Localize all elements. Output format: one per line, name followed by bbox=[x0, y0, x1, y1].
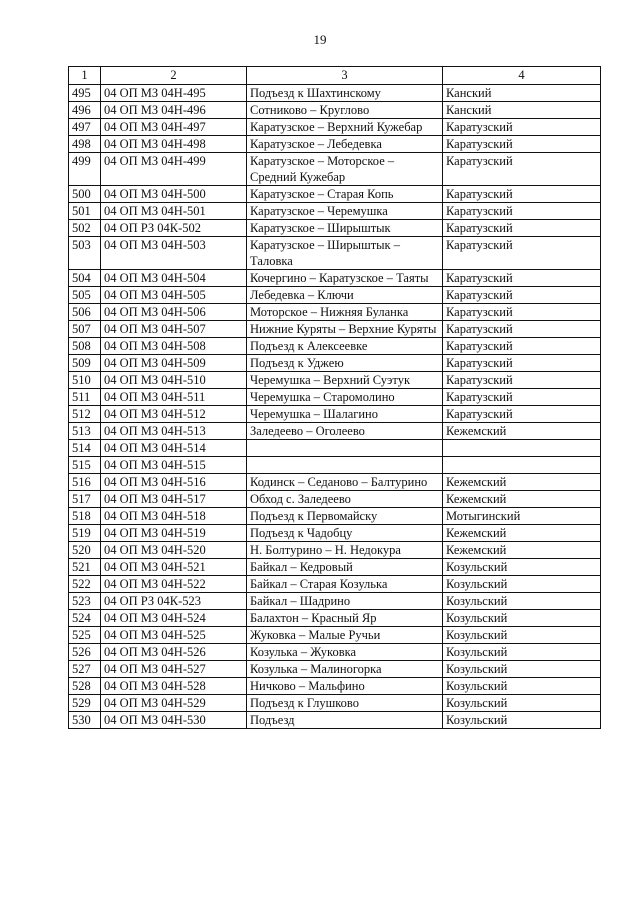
road-name-cell: Сотниково – Круглово bbox=[247, 102, 443, 119]
row-number-cell: 496 bbox=[69, 102, 101, 119]
district-cell: Кежемский bbox=[443, 542, 601, 559]
district-cell: Козульский bbox=[443, 712, 601, 729]
road-name-cell: Каратузское – Верхний Кужебар bbox=[247, 119, 443, 136]
road-name-cell: Байкал – Кедровый bbox=[247, 559, 443, 576]
road-name-cell: Байкал – Старая Козулька bbox=[247, 576, 443, 593]
road-name-cell: Черемушка – Старомолино bbox=[247, 389, 443, 406]
road-name-cell: Моторское – Нижняя Буланка bbox=[247, 304, 443, 321]
table-row bbox=[69, 457, 601, 474]
road-id-cell: 04 ОП МЗ 04Н-505 bbox=[101, 287, 247, 304]
district-cell: Каратузский bbox=[443, 136, 601, 153]
road-id-cell: 04 ОП МЗ 04Н-501 bbox=[101, 203, 247, 220]
table-row bbox=[69, 525, 601, 542]
road-name-cell: Заледеево – Оголеево bbox=[247, 423, 443, 440]
road-name-cell: Подъезд к Чадобцу bbox=[247, 525, 443, 542]
road-name-cell: Подъезд к Алексеевке bbox=[247, 338, 443, 355]
road-id-cell: 04 ОП МЗ 04Н-508 bbox=[101, 338, 247, 355]
road-name-cell: Кодинск – Седаново – Балтурино bbox=[247, 474, 443, 491]
row-number-cell: 510 bbox=[69, 372, 101, 389]
district-cell: Кежемский bbox=[443, 525, 601, 542]
table-row bbox=[69, 610, 601, 627]
road-name-cell bbox=[247, 457, 443, 474]
row-number-cell: 495 bbox=[69, 85, 101, 102]
row-number-cell: 530 bbox=[69, 712, 101, 729]
road-id-cell: 04 ОП МЗ 04Н-512 bbox=[101, 406, 247, 423]
row-number-cell: 524 bbox=[69, 610, 101, 627]
table-row bbox=[69, 136, 601, 153]
road-id-cell: 04 ОП МЗ 04Н-509 bbox=[101, 355, 247, 372]
road-id-cell: 04 ОП МЗ 04Н-518 bbox=[101, 508, 247, 525]
table-row bbox=[69, 440, 601, 457]
road-name-cell: Лебедевка – Ключи bbox=[247, 287, 443, 304]
road-id-cell: 04 ОП МЗ 04Н-499 bbox=[101, 153, 247, 186]
table-row bbox=[69, 389, 601, 406]
row-number-cell: 529 bbox=[69, 695, 101, 712]
table-row bbox=[69, 406, 601, 423]
district-cell: Канский bbox=[443, 85, 601, 102]
table-row bbox=[69, 338, 601, 355]
road-name-cell: Каратузское – Старая Копь bbox=[247, 186, 443, 203]
header-row bbox=[69, 67, 601, 85]
table-row bbox=[69, 220, 601, 237]
road-id-cell: 04 ОП МЗ 04Н-510 bbox=[101, 372, 247, 389]
row-number-cell: 509 bbox=[69, 355, 101, 372]
road-name-cell: Ничково – Мальфино bbox=[247, 678, 443, 695]
road-name-cell: Нижние Куряты – Верхние Куряты bbox=[247, 321, 443, 338]
road-id-cell: 04 ОП МЗ 04Н-497 bbox=[101, 119, 247, 136]
row-number-cell: 501 bbox=[69, 203, 101, 220]
district-cell: Каратузский bbox=[443, 287, 601, 304]
row-number-cell: 511 bbox=[69, 389, 101, 406]
table-row bbox=[69, 508, 601, 525]
district-cell bbox=[443, 457, 601, 474]
table-row bbox=[69, 186, 601, 203]
road-id-cell: 04 ОП МЗ 04Н-519 bbox=[101, 525, 247, 542]
road-id-cell: 04 ОП МЗ 04Н-507 bbox=[101, 321, 247, 338]
row-number-cell: 497 bbox=[69, 119, 101, 136]
district-cell: Кежемский bbox=[443, 491, 601, 508]
district-cell: Кежемский bbox=[443, 474, 601, 491]
district-cell: Козульский bbox=[443, 627, 601, 644]
table-row bbox=[69, 661, 601, 678]
row-number-cell: 525 bbox=[69, 627, 101, 644]
row-number-cell: 513 bbox=[69, 423, 101, 440]
road-name-cell: Черемушка – Шалагино bbox=[247, 406, 443, 423]
row-number-cell: 504 bbox=[69, 270, 101, 287]
table-row bbox=[69, 644, 601, 661]
district-cell: Козульский bbox=[443, 576, 601, 593]
road-name-cell: Подъезд к Глушково bbox=[247, 695, 443, 712]
row-number-cell: 520 bbox=[69, 542, 101, 559]
district-cell: Мотыгинский bbox=[443, 508, 601, 525]
district-cell: Козульский bbox=[443, 695, 601, 712]
row-number-cell: 516 bbox=[69, 474, 101, 491]
row-number-cell: 508 bbox=[69, 338, 101, 355]
table-row bbox=[69, 102, 601, 119]
table-row bbox=[69, 270, 601, 287]
table-row bbox=[69, 576, 601, 593]
district-cell: Канский bbox=[443, 102, 601, 119]
district-cell: Каратузский bbox=[443, 389, 601, 406]
road-name-cell: Подъезд bbox=[247, 712, 443, 729]
table-row bbox=[69, 119, 601, 136]
table-row bbox=[69, 85, 601, 102]
table-row bbox=[69, 153, 601, 186]
row-number-cell: 507 bbox=[69, 321, 101, 338]
road-id-cell: 04 ОП МЗ 04Н-527 bbox=[101, 661, 247, 678]
table-row bbox=[69, 474, 601, 491]
column-header-number: 1 bbox=[69, 67, 101, 85]
column-header-road-name: 3 bbox=[247, 67, 443, 85]
table-row bbox=[69, 237, 601, 270]
table-row bbox=[69, 372, 601, 389]
page-number: 19 bbox=[313, 32, 327, 47]
road-name-cell: Козулька – Малиногорка bbox=[247, 661, 443, 678]
road-name-cell: Каратузское – Черемушка bbox=[247, 203, 443, 220]
table-row bbox=[69, 695, 601, 712]
table-row bbox=[69, 627, 601, 644]
row-number-cell: 519 bbox=[69, 525, 101, 542]
road-id-cell: 04 ОП МЗ 04Н-517 bbox=[101, 491, 247, 508]
road-name-cell: Байкал – Шадрино bbox=[247, 593, 443, 610]
table-row bbox=[69, 559, 601, 576]
road-id-cell: 04 ОП МЗ 04Н-516 bbox=[101, 474, 247, 491]
district-cell: Каратузский bbox=[443, 372, 601, 389]
road-name-cell: Кочергино – Каратузское – Таяты bbox=[247, 270, 443, 287]
table-body bbox=[69, 85, 601, 729]
row-number-cell: 500 bbox=[69, 186, 101, 203]
district-cell: Каратузский bbox=[443, 153, 601, 186]
row-number-cell: 521 bbox=[69, 559, 101, 576]
district-cell: Козульский bbox=[443, 593, 601, 610]
table-row bbox=[69, 203, 601, 220]
table-row bbox=[69, 304, 601, 321]
table-header bbox=[69, 67, 601, 85]
road-id-cell: 04 ОП МЗ 04Н-525 bbox=[101, 627, 247, 644]
district-cell: Каратузский bbox=[443, 220, 601, 237]
road-id-cell: 04 ОП МЗ 04Н-521 bbox=[101, 559, 247, 576]
district-cell: Каратузский bbox=[443, 338, 601, 355]
road-name-cell: Подъезд к Первомайску bbox=[247, 508, 443, 525]
table-row bbox=[69, 593, 601, 610]
row-number-cell: 528 bbox=[69, 678, 101, 695]
table-row bbox=[69, 287, 601, 304]
road-id-cell: 04 ОП МЗ 04Н-524 bbox=[101, 610, 247, 627]
row-number-cell: 503 bbox=[69, 237, 101, 270]
row-number-cell: 506 bbox=[69, 304, 101, 321]
road-id-cell: 04 ОП РЗ 04К-523 bbox=[101, 593, 247, 610]
road-id-cell: 04 ОП МЗ 04Н-498 bbox=[101, 136, 247, 153]
district-cell: Козульский bbox=[443, 678, 601, 695]
road-id-cell: 04 ОП МЗ 04Н-513 bbox=[101, 423, 247, 440]
road-name-cell bbox=[247, 440, 443, 457]
district-cell: Козульский bbox=[443, 610, 601, 627]
district-cell: Козульский bbox=[443, 559, 601, 576]
district-cell: Каратузский bbox=[443, 270, 601, 287]
road-name-cell: Жуковка – Малые Ручьи bbox=[247, 627, 443, 644]
district-cell: Каратузский bbox=[443, 203, 601, 220]
row-number-cell: 517 bbox=[69, 491, 101, 508]
road-id-cell: 04 ОП МЗ 04Н-500 bbox=[101, 186, 247, 203]
road-id-cell: 04 ОП РЗ 04К-502 bbox=[101, 220, 247, 237]
road-name-cell: Каратузское – Ширыштык bbox=[247, 220, 443, 237]
road-id-cell: 04 ОП МЗ 04Н-504 bbox=[101, 270, 247, 287]
district-cell: Кежемский bbox=[443, 423, 601, 440]
district-cell: Каратузский bbox=[443, 406, 601, 423]
table-row bbox=[69, 321, 601, 338]
district-cell: Каратузский bbox=[443, 119, 601, 136]
table-row bbox=[69, 712, 601, 729]
row-number-cell: 499 bbox=[69, 153, 101, 186]
column-header-road-id: 2 bbox=[101, 67, 247, 85]
road-name-cell: Черемушка – Верхний Суэтук bbox=[247, 372, 443, 389]
road-name-cell: Обход с. Заледеево bbox=[247, 491, 443, 508]
road-id-cell: 04 ОП МЗ 04Н-495 bbox=[101, 85, 247, 102]
road-id-cell: 04 ОП МЗ 04Н-515 bbox=[101, 457, 247, 474]
row-number-cell: 512 bbox=[69, 406, 101, 423]
district-cell: Каратузский bbox=[443, 321, 601, 338]
column-header-district: 4 bbox=[443, 67, 601, 85]
district-cell: Каратузский bbox=[443, 355, 601, 372]
road-name-cell: Подъезд к Уджею bbox=[247, 355, 443, 372]
road-id-cell: 04 ОП МЗ 04Н-520 bbox=[101, 542, 247, 559]
district-cell: Каратузский bbox=[443, 237, 601, 270]
row-number-cell: 505 bbox=[69, 287, 101, 304]
road-name-cell: Козулька – Жуковка bbox=[247, 644, 443, 661]
road-id-cell: 04 ОП МЗ 04Н-506 bbox=[101, 304, 247, 321]
road-id-cell: 04 ОП МЗ 04Н-503 bbox=[101, 237, 247, 270]
road-name-cell: Н. Болтурино – Н. Недокура bbox=[247, 542, 443, 559]
row-number-cell: 498 bbox=[69, 136, 101, 153]
table-row bbox=[69, 542, 601, 559]
road-id-cell: 04 ОП МЗ 04Н-514 bbox=[101, 440, 247, 457]
road-name-cell: Каратузское – Моторское – Средний Кужебар bbox=[247, 153, 443, 186]
row-number-cell: 514 bbox=[69, 440, 101, 457]
table-row bbox=[69, 355, 601, 372]
road-id-cell: 04 ОП МЗ 04Н-526 bbox=[101, 644, 247, 661]
table-row bbox=[69, 423, 601, 440]
road-name-cell: Подъезд к Шахтинскому bbox=[247, 85, 443, 102]
road-id-cell: 04 ОП МЗ 04Н-496 bbox=[101, 102, 247, 119]
row-number-cell: 526 bbox=[69, 644, 101, 661]
row-number-cell: 518 bbox=[69, 508, 101, 525]
roads-table bbox=[68, 66, 601, 729]
road-name-cell: Балахтон – Красный Яр bbox=[247, 610, 443, 627]
road-id-cell: 04 ОП МЗ 04Н-530 bbox=[101, 712, 247, 729]
road-id-cell: 04 ОП МЗ 04Н-522 bbox=[101, 576, 247, 593]
table-row bbox=[69, 678, 601, 695]
row-number-cell: 523 bbox=[69, 593, 101, 610]
road-id-cell: 04 ОП МЗ 04Н-529 bbox=[101, 695, 247, 712]
district-cell bbox=[443, 440, 601, 457]
row-number-cell: 527 bbox=[69, 661, 101, 678]
district-cell: Каратузский bbox=[443, 186, 601, 203]
row-number-cell: 502 bbox=[69, 220, 101, 237]
road-name-cell: Каратузское – Лебедевка bbox=[247, 136, 443, 153]
table-row bbox=[69, 491, 601, 508]
district-cell: Козульский bbox=[443, 661, 601, 678]
district-cell: Каратузский bbox=[443, 304, 601, 321]
district-cell: Козульский bbox=[443, 644, 601, 661]
road-id-cell: 04 ОП МЗ 04Н-511 bbox=[101, 389, 247, 406]
row-number-cell: 515 bbox=[69, 457, 101, 474]
row-number-cell: 522 bbox=[69, 576, 101, 593]
road-name-cell: Каратузское – Ширыштык – Таловка bbox=[247, 237, 443, 270]
road-id-cell: 04 ОП МЗ 04Н-528 bbox=[101, 678, 247, 695]
